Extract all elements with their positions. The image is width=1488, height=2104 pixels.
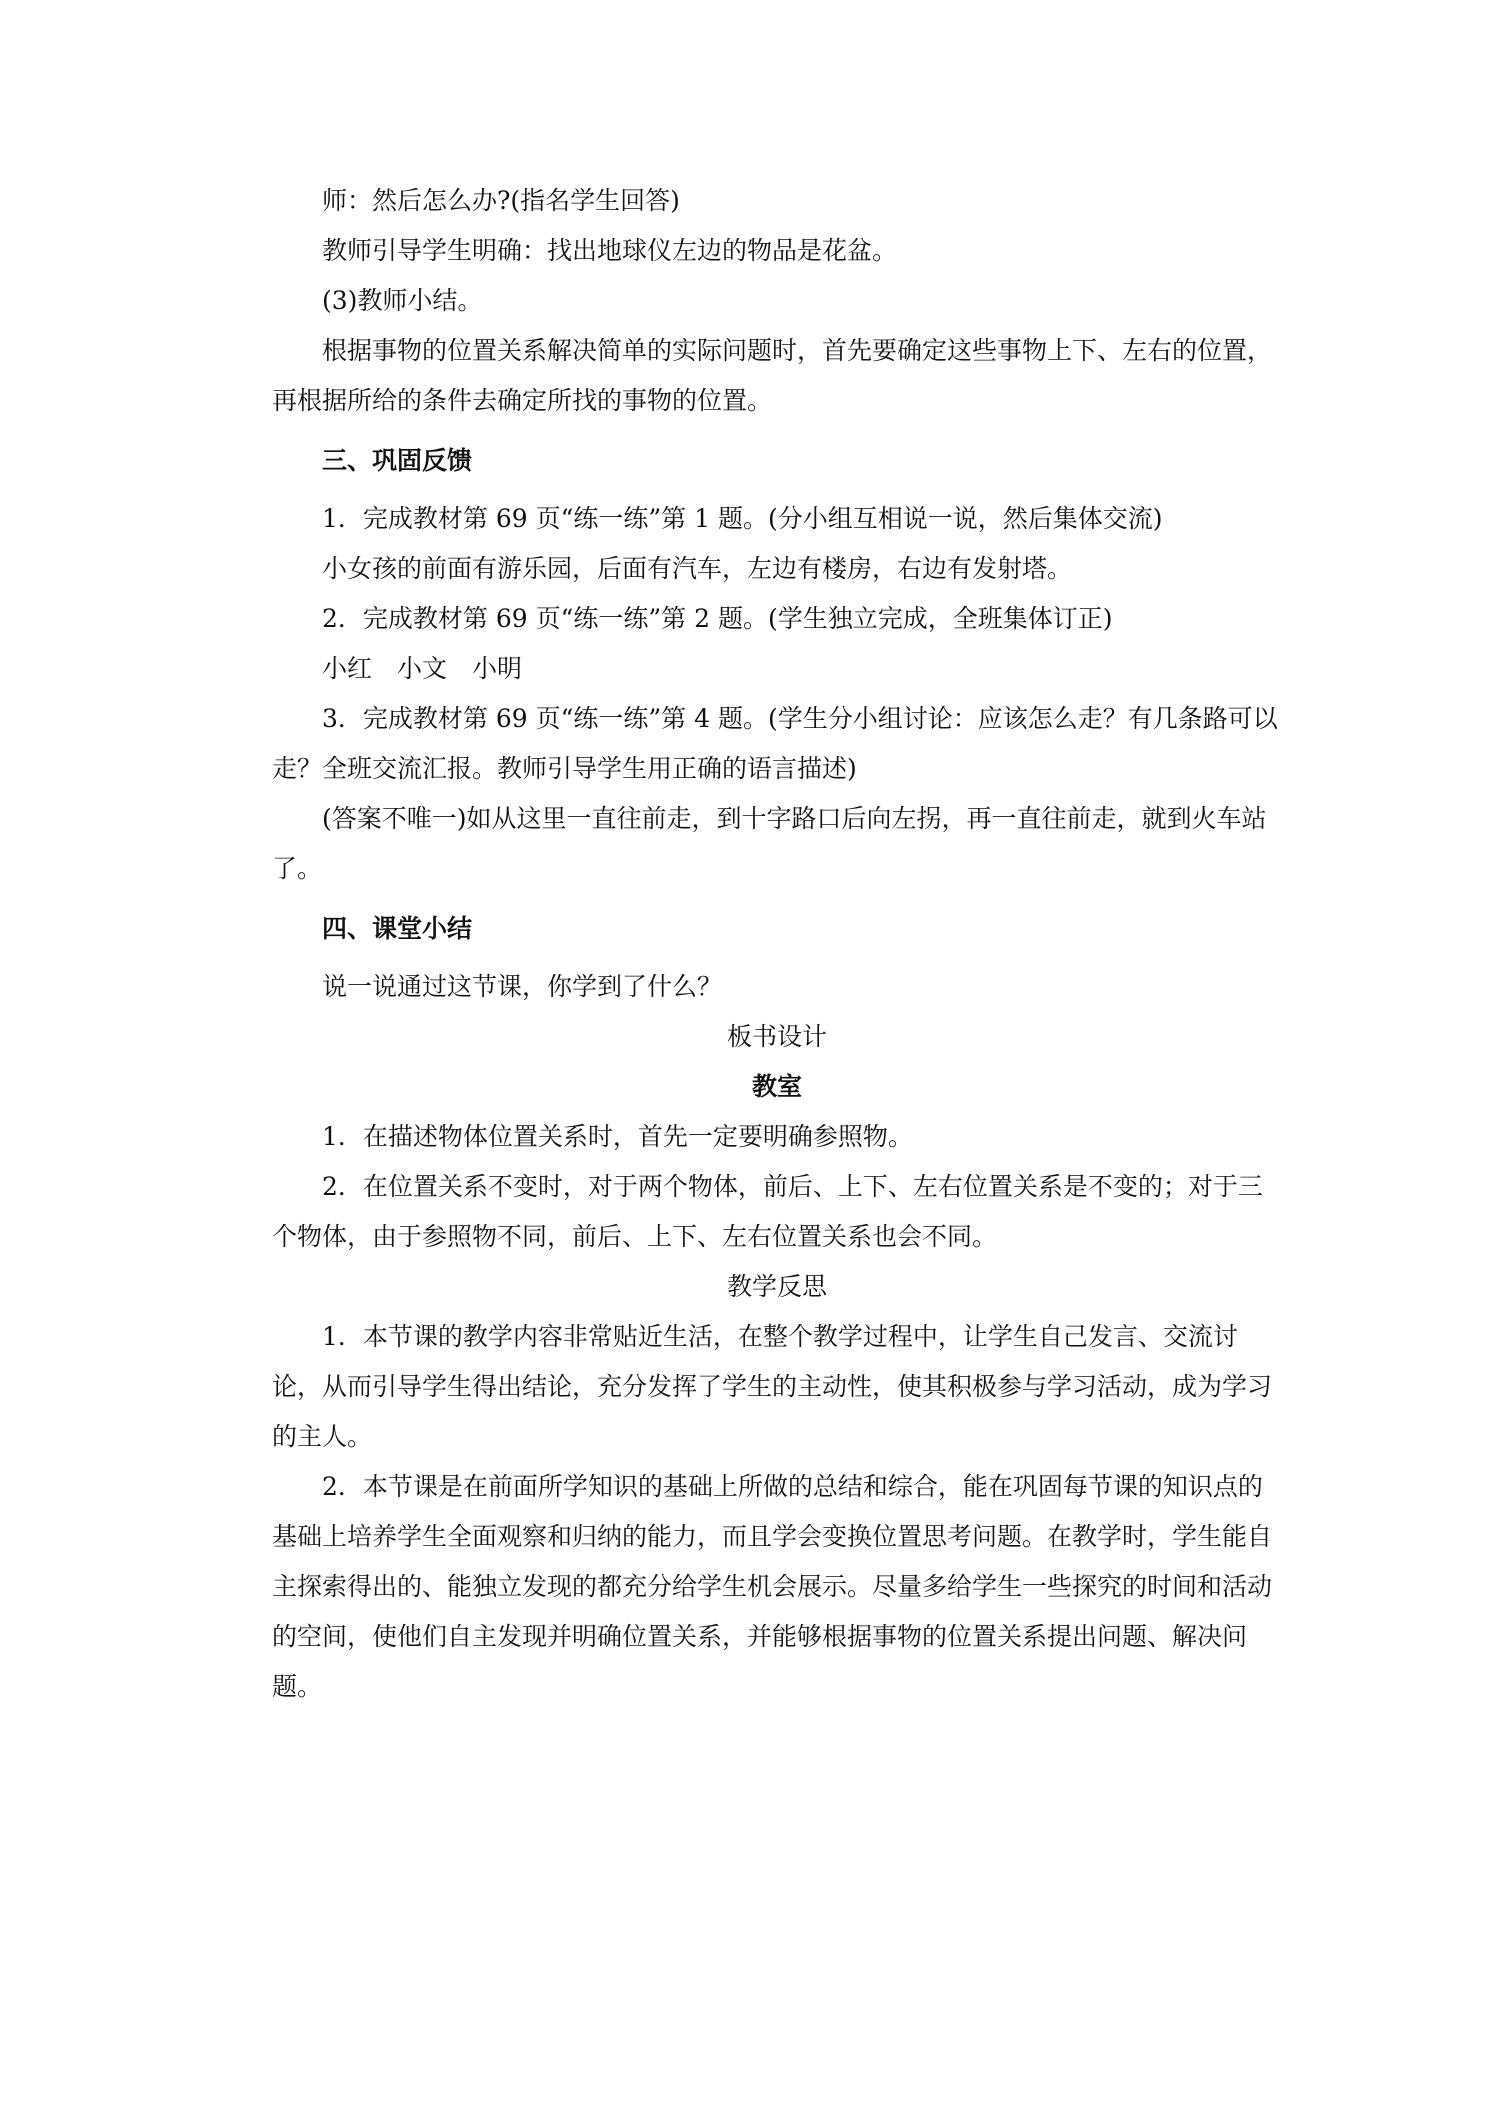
exercise-2-answer: 小红 小文 小明 [322,654,523,683]
exercise-1: 1．完成教材第 69 页“练一练”第 1 题。(分小组互相说一说，然后集体交流) [322,504,1163,533]
section-3-heading: 三、巩固反馈 [322,446,473,475]
board-design-title: 板书设计 [726,1022,827,1051]
section-4-heading: 四、课堂小结 [322,914,473,943]
exercise-3: 3．完成教材第 69 页“练一练”第 4 题。(学生分小组讨论：应该怎么走？有几条路可以走？全班交流汇报。教师引导学生用正确的语言描述) [272,704,1278,783]
exercise-2: 2．完成教材第 69 页“练一练”第 2 题。(学生独立完成，全班集体订正) [322,604,1113,633]
teacher-guide-line: 教师引导学生明确：找出地球仪左边的物品是花盆。 [322,236,898,265]
board-point-1: 1．在描述物体位置关系时，首先一定要明确参照物。 [322,1122,913,1151]
reflection-title: 教学反思 [726,1272,827,1301]
board-design-subtitle: 教室 [751,1072,802,1101]
exercise-1-answer: 小女孩的前面有游乐园，后面有汽车，左边有楼房，右边有发射塔。 [322,554,1073,583]
teacher-summary-heading: (3)教师小结。 [322,286,483,315]
summary-paragraph: 根据事物的位置关系解决简单的实际问题时，首先要确定这些事物上下、左右的位置，再根据所给的条件去确定所找的事物的位置。 [272,336,1273,415]
document-body [272,176,1282,1712]
board-point-2: 2．在位置关系不变时，对于两个物体，前后、上下、左右位置关系是不变的；对于三个物体，由于参照物不同，前后、上下、左右位置关系也会不同。 [272,1172,1263,1251]
exercise-3-answer: (答案不唯一)如从这里一直往前走，到十字路口后向左拐，再一直往前走，就到火车站了。 [272,804,1267,883]
reflection-point-1: 1．本节课的教学内容非常贴近生活，在整个教学过程中，让学生自己发言、交流讨论，从而引导学生得出结论，充分发挥了学生的主动性，使其积极参与学习活动，成为学习的主人。 [272,1322,1273,1451]
class-summary-prompt: 说一说通过这节课，你学到了什么？ [322,972,723,1001]
reflection-point-2: 2．本节课是在前面所学知识的基础上所做的总结和综合，能在巩固每节课的知识点的基础上培养学生全面观察和归纳的能力，而且学会变换位置思考问题。在教学时，学生能自主探索得出的、能独立发现的都充分给学生机会展示。尽量多给学生一些探究的时间和活动的空间，使他们自主发现并明确位置关系，并能够根据事物的位置关系提出问题、解决问题。 [272,1472,1273,1701]
teacher-question-line: 师：然后怎么办?(指名学生回答) [322,186,680,215]
